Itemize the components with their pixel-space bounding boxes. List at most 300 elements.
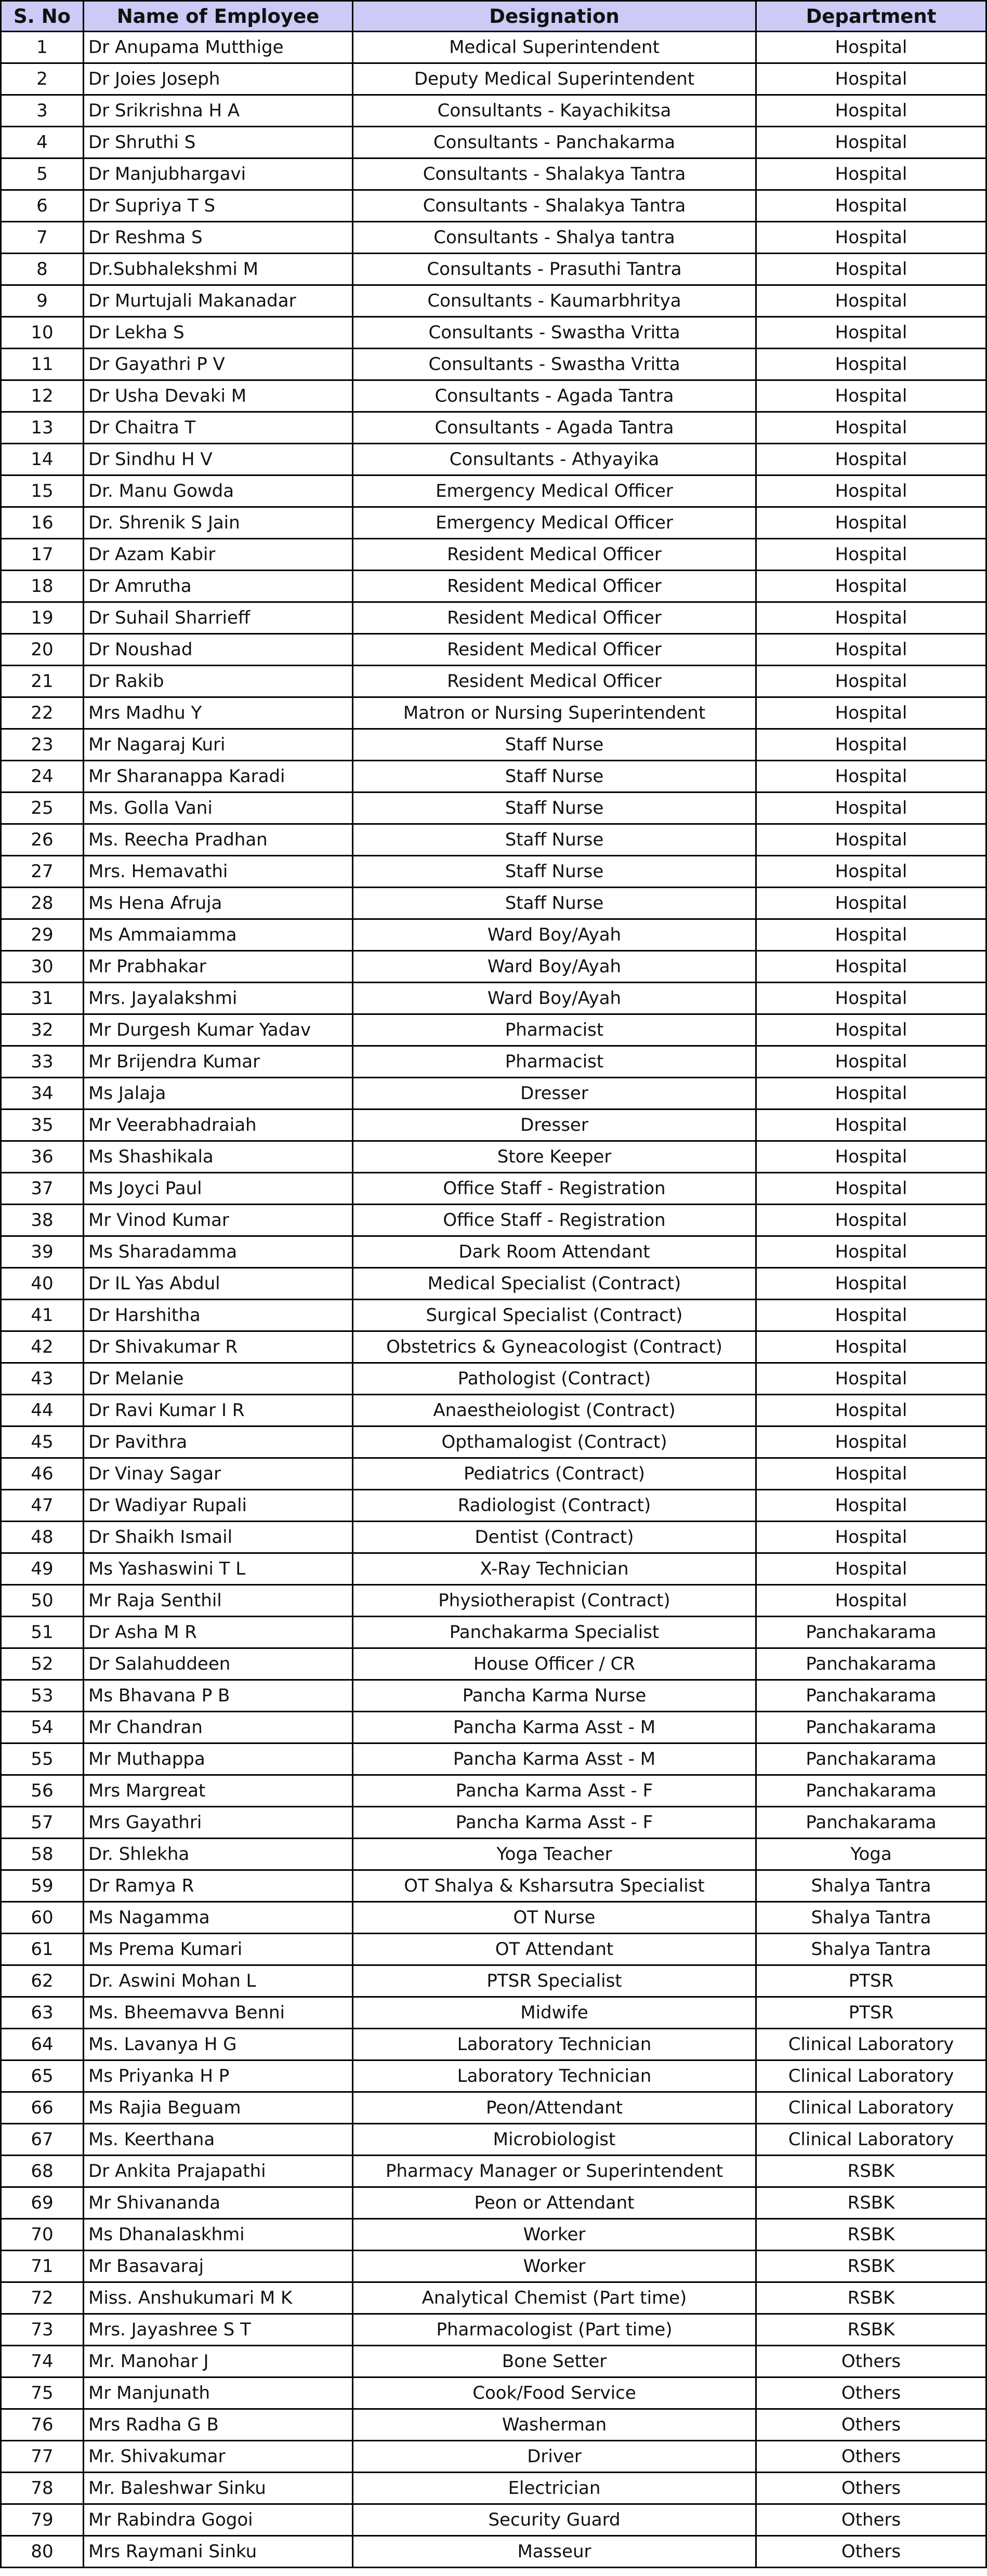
cell-employee-name: Dr Shruthi S bbox=[84, 127, 353, 158]
cell-employee-name: Dr Harshitha bbox=[84, 1300, 353, 1331]
cell-employee-name: Ms Joyci Paul bbox=[84, 1173, 353, 1205]
cell-sno: 40 bbox=[1, 1268, 84, 1300]
cell-sno: 19 bbox=[1, 602, 84, 634]
table-row bbox=[1, 1236, 986, 1268]
cell-sno: 73 bbox=[1, 2314, 84, 2346]
cell-department: RSBK bbox=[756, 2251, 986, 2282]
cell-designation: Dresser bbox=[353, 1078, 756, 1109]
cell-department: Hospital bbox=[756, 1109, 986, 1141]
cell-department: Hospital bbox=[756, 95, 986, 127]
cell-designation: Microbiologist bbox=[353, 2124, 756, 2156]
cell-department: RSBK bbox=[756, 2187, 986, 2219]
cell-sno: 76 bbox=[1, 2409, 84, 2441]
table-row bbox=[1, 2187, 986, 2219]
cell-sno: 79 bbox=[1, 2504, 84, 2536]
cell-employee-name: Mr Nagaraj Kuri bbox=[84, 729, 353, 761]
cell-sno: 15 bbox=[1, 475, 84, 507]
cell-department: Hospital bbox=[756, 919, 986, 951]
cell-sno: 20 bbox=[1, 634, 84, 666]
cell-employee-name: Mr. Manohar J bbox=[84, 2346, 353, 2377]
table-row bbox=[1, 792, 986, 824]
table-row bbox=[1, 1458, 986, 1490]
table-row bbox=[1, 1934, 986, 1965]
cell-department: Hospital bbox=[756, 32, 986, 63]
cell-designation: Ward Boy/Ayah bbox=[353, 983, 756, 1014]
cell-department: Hospital bbox=[756, 412, 986, 444]
cell-department: Hospital bbox=[756, 380, 986, 412]
table-row bbox=[1, 1109, 986, 1141]
cell-designation: Physiotherapist (Contract) bbox=[353, 1585, 756, 1617]
table-row bbox=[1, 983, 986, 1014]
cell-sno: 28 bbox=[1, 888, 84, 919]
cell-department: Shalya Tantra bbox=[756, 1870, 986, 1902]
cell-sno: 3 bbox=[1, 95, 84, 127]
cell-designation: Panchakarma Specialist bbox=[353, 1617, 756, 1648]
cell-designation: Store Keeper bbox=[353, 1141, 756, 1173]
table-row bbox=[1, 32, 986, 63]
cell-designation: Consultants - Athyayika bbox=[353, 444, 756, 475]
cell-employee-name: Ms. Lavanya H G bbox=[84, 2029, 353, 2060]
cell-department: Hospital bbox=[756, 190, 986, 222]
cell-department: Shalya Tantra bbox=[756, 1902, 986, 1934]
cell-employee-name: Dr Noushad bbox=[84, 634, 353, 666]
cell-designation: Consultants - Prasuthi Tantra bbox=[353, 254, 756, 285]
cell-sno: 67 bbox=[1, 2124, 84, 2156]
cell-designation: Consultants - Shalya tantra bbox=[353, 222, 756, 254]
cell-department: Hospital bbox=[756, 349, 986, 380]
table-row bbox=[1, 856, 986, 888]
table-row bbox=[1, 1173, 986, 1205]
cell-designation: Medical Superintendent bbox=[353, 32, 756, 63]
cell-department: Hospital bbox=[756, 571, 986, 602]
table-row bbox=[1, 158, 986, 190]
cell-department: Hospital bbox=[756, 729, 986, 761]
table-row bbox=[1, 95, 986, 127]
table-row bbox=[1, 2346, 986, 2377]
cell-sno: 16 bbox=[1, 507, 84, 539]
cell-designation: PTSR Specialist bbox=[353, 1965, 756, 1997]
header-department: Department bbox=[756, 1, 986, 32]
cell-sno: 55 bbox=[1, 1743, 84, 1775]
cell-department: Hospital bbox=[756, 285, 986, 317]
cell-employee-name: Mr. Shivakumar bbox=[84, 2441, 353, 2473]
cell-employee-name: Ms Ammaiamma bbox=[84, 919, 353, 951]
cell-employee-name: Dr Manjubhargavi bbox=[84, 158, 353, 190]
cell-department: Others bbox=[756, 2536, 986, 2568]
table-row bbox=[1, 1014, 986, 1046]
cell-employee-name: Dr Azam Kabir bbox=[84, 539, 353, 571]
table-row bbox=[1, 539, 986, 571]
table-row bbox=[1, 1426, 986, 1458]
cell-sno: 32 bbox=[1, 1014, 84, 1046]
table-row bbox=[1, 634, 986, 666]
cell-employee-name: Mr Vinod Kumar bbox=[84, 1205, 353, 1236]
cell-sno: 8 bbox=[1, 254, 84, 285]
cell-sno: 11 bbox=[1, 349, 84, 380]
cell-sno: 68 bbox=[1, 2156, 84, 2187]
cell-sno: 21 bbox=[1, 666, 84, 697]
cell-department: Clinical Laboratory bbox=[756, 2060, 986, 2092]
cell-designation: Dark Room Attendant bbox=[353, 1236, 756, 1268]
table-row bbox=[1, 2473, 986, 2504]
table-row bbox=[1, 2219, 986, 2251]
cell-employee-name: Dr Usha Devaki M bbox=[84, 380, 353, 412]
cell-designation: Resident Medical Officer bbox=[353, 602, 756, 634]
cell-employee-name: Ms Rajia Beguam bbox=[84, 2092, 353, 2124]
cell-designation: Staff Nurse bbox=[353, 888, 756, 919]
cell-sno: 75 bbox=[1, 2377, 84, 2409]
table-row bbox=[1, 1046, 986, 1078]
cell-designation: Anaestheiologist (Contract) bbox=[353, 1395, 756, 1426]
cell-sno: 10 bbox=[1, 317, 84, 349]
cell-employee-name: Dr Ankita Prajapathi bbox=[84, 2156, 353, 2187]
cell-sno: 35 bbox=[1, 1109, 84, 1141]
cell-designation: Staff Nurse bbox=[353, 792, 756, 824]
cell-designation: Consultants - Agada Tantra bbox=[353, 412, 756, 444]
cell-designation: Consultants - Swastha Vritta bbox=[353, 349, 756, 380]
cell-department: Hospital bbox=[756, 222, 986, 254]
cell-employee-name: Mr Manjunath bbox=[84, 2377, 353, 2409]
cell-employee-name: Ms. Reecha Pradhan bbox=[84, 824, 353, 856]
cell-employee-name: Ms. Keerthana bbox=[84, 2124, 353, 2156]
cell-designation: Medical Specialist (Contract) bbox=[353, 1268, 756, 1300]
table-row bbox=[1, 824, 986, 856]
cell-sno: 52 bbox=[1, 1648, 84, 1680]
cell-department: Panchakarama bbox=[756, 1807, 986, 1839]
cell-department: Hospital bbox=[756, 792, 986, 824]
cell-sno: 64 bbox=[1, 2029, 84, 2060]
cell-designation: Pharmacist bbox=[353, 1046, 756, 1078]
cell-designation: Dentist (Contract) bbox=[353, 1522, 756, 1553]
cell-employee-name: Mrs. Hemavathi bbox=[84, 856, 353, 888]
table-row bbox=[1, 2377, 986, 2409]
cell-employee-name: Dr. Shlekha bbox=[84, 1839, 353, 1870]
cell-employee-name: Dr Sindhu H V bbox=[84, 444, 353, 475]
cell-sno: 51 bbox=[1, 1617, 84, 1648]
cell-department: Hospital bbox=[756, 1268, 986, 1300]
table-row bbox=[1, 1680, 986, 1712]
cell-department: Hospital bbox=[756, 1046, 986, 1078]
cell-employee-name: Dr Salahuddeen bbox=[84, 1648, 353, 1680]
cell-sno: 44 bbox=[1, 1395, 84, 1426]
cell-sno: 13 bbox=[1, 412, 84, 444]
cell-department: Panchakarama bbox=[756, 1617, 986, 1648]
cell-employee-name: Dr Melanie bbox=[84, 1363, 353, 1395]
cell-designation: Security Guard bbox=[353, 2504, 756, 2536]
cell-department: Hospital bbox=[756, 158, 986, 190]
cell-designation: Consultants - Agada Tantra bbox=[353, 380, 756, 412]
cell-designation: Ward Boy/Ayah bbox=[353, 919, 756, 951]
cell-employee-name: Dr. Shrenik S Jain bbox=[84, 507, 353, 539]
cell-employee-name: Ms Shashikala bbox=[84, 1141, 353, 1173]
cell-department: Hospital bbox=[756, 666, 986, 697]
cell-department: RSBK bbox=[756, 2156, 986, 2187]
cell-sno: 39 bbox=[1, 1236, 84, 1268]
cell-employee-name: Mrs Radha G B bbox=[84, 2409, 353, 2441]
cell-department: RSBK bbox=[756, 2314, 986, 2346]
table-row bbox=[1, 412, 986, 444]
table-row bbox=[1, 1300, 986, 1331]
table-row bbox=[1, 1617, 986, 1648]
cell-designation: Pancha Karma Asst - F bbox=[353, 1807, 756, 1839]
cell-department: RSBK bbox=[756, 2282, 986, 2314]
cell-department: Others bbox=[756, 2504, 986, 2536]
table-row bbox=[1, 761, 986, 792]
cell-sno: 42 bbox=[1, 1331, 84, 1363]
cell-designation: Consultants - Kayachikitsa bbox=[353, 95, 756, 127]
table-header bbox=[1, 1, 986, 32]
header-sno: S. No bbox=[1, 1, 84, 32]
cell-sno: 46 bbox=[1, 1458, 84, 1490]
table-row bbox=[1, 919, 986, 951]
cell-designation: Peon/Attendant bbox=[353, 2092, 756, 2124]
cell-sno: 9 bbox=[1, 285, 84, 317]
cell-department: RSBK bbox=[756, 2219, 986, 2251]
cell-designation: Yoga Teacher bbox=[353, 1839, 756, 1870]
cell-sno: 48 bbox=[1, 1522, 84, 1553]
cell-sno: 60 bbox=[1, 1902, 84, 1934]
table-row bbox=[1, 1712, 986, 1743]
table-row bbox=[1, 2409, 986, 2441]
table-row bbox=[1, 254, 986, 285]
cell-department: Hospital bbox=[756, 317, 986, 349]
cell-sno: 14 bbox=[1, 444, 84, 475]
cell-employee-name: Dr Lekha S bbox=[84, 317, 353, 349]
cell-designation: Worker bbox=[353, 2219, 756, 2251]
cell-department: Hospital bbox=[756, 697, 986, 729]
cell-department: Panchakarama bbox=[756, 1648, 986, 1680]
cell-employee-name: Ms Priyanka H P bbox=[84, 2060, 353, 2092]
cell-employee-name: Dr Rakib bbox=[84, 666, 353, 697]
cell-employee-name: Dr Wadiyar Rupali bbox=[84, 1490, 353, 1522]
table-row bbox=[1, 2251, 986, 2282]
cell-employee-name: Ms Hena Afruja bbox=[84, 888, 353, 919]
cell-department: Hospital bbox=[756, 254, 986, 285]
cell-sno: 43 bbox=[1, 1363, 84, 1395]
table-row bbox=[1, 602, 986, 634]
cell-employee-name: Dr. Manu Gowda bbox=[84, 475, 353, 507]
cell-department: Hospital bbox=[756, 1236, 986, 1268]
cell-department: Hospital bbox=[756, 1173, 986, 1205]
table-row bbox=[1, 1268, 986, 1300]
cell-designation: Staff Nurse bbox=[353, 856, 756, 888]
cell-sno: 53 bbox=[1, 1680, 84, 1712]
cell-sno: 23 bbox=[1, 729, 84, 761]
cell-employee-name: Ms Sharadamma bbox=[84, 1236, 353, 1268]
cell-employee-name: Mrs. Jayashree S T bbox=[84, 2314, 353, 2346]
cell-designation: Deputy Medical Superintendent bbox=[353, 63, 756, 95]
cell-sno: 31 bbox=[1, 983, 84, 1014]
cell-sno: 30 bbox=[1, 951, 84, 983]
cell-employee-name: Ms Jalaja bbox=[84, 1078, 353, 1109]
cell-department: Panchakarama bbox=[756, 1775, 986, 1807]
cell-department: Panchakarama bbox=[756, 1743, 986, 1775]
cell-employee-name: Mr Muthappa bbox=[84, 1743, 353, 1775]
table-row bbox=[1, 2536, 986, 2568]
table-row bbox=[1, 190, 986, 222]
cell-department: PTSR bbox=[756, 1997, 986, 2029]
cell-designation: Pancha Karma Asst - F bbox=[353, 1775, 756, 1807]
table-row bbox=[1, 571, 986, 602]
cell-sno: 77 bbox=[1, 2441, 84, 2473]
cell-department: Panchakarama bbox=[756, 1712, 986, 1743]
table-row bbox=[1, 697, 986, 729]
cell-designation: Ward Boy/Ayah bbox=[353, 951, 756, 983]
cell-department: Hospital bbox=[756, 1331, 986, 1363]
cell-designation: Masseur bbox=[353, 2536, 756, 2568]
cell-employee-name: Mrs Gayathri bbox=[84, 1807, 353, 1839]
cell-department: Hospital bbox=[756, 602, 986, 634]
cell-designation: Bone Setter bbox=[353, 2346, 756, 2377]
cell-sno: 25 bbox=[1, 792, 84, 824]
cell-employee-name: Dr Srikrishna H A bbox=[84, 95, 353, 127]
cell-employee-name: Mr Chandran bbox=[84, 1712, 353, 1743]
table-row bbox=[1, 1395, 986, 1426]
cell-designation: Washerman bbox=[353, 2409, 756, 2441]
table-row bbox=[1, 1870, 986, 1902]
cell-department: Clinical Laboratory bbox=[756, 2124, 986, 2156]
cell-employee-name: Mr Raja Senthil bbox=[84, 1585, 353, 1617]
cell-sno: 72 bbox=[1, 2282, 84, 2314]
cell-sno: 56 bbox=[1, 1775, 84, 1807]
table-row bbox=[1, 1585, 986, 1617]
cell-department: Hospital bbox=[756, 634, 986, 666]
cell-department: Hospital bbox=[756, 507, 986, 539]
table-row bbox=[1, 1205, 986, 1236]
cell-designation: Pharmacologist (Part time) bbox=[353, 2314, 756, 2346]
cell-sno: 36 bbox=[1, 1141, 84, 1173]
cell-employee-name: Mrs. Jayalakshmi bbox=[84, 983, 353, 1014]
cell-employee-name: Dr Ramya R bbox=[84, 1870, 353, 1902]
table-row bbox=[1, 2441, 986, 2473]
cell-department: Hospital bbox=[756, 1205, 986, 1236]
cell-sno: 57 bbox=[1, 1807, 84, 1839]
cell-department: Hospital bbox=[756, 475, 986, 507]
cell-designation: House Officer / CR bbox=[353, 1648, 756, 1680]
cell-employee-name: Ms Dhanalaskhmi bbox=[84, 2219, 353, 2251]
cell-department: Clinical Laboratory bbox=[756, 2092, 986, 2124]
cell-sno: 5 bbox=[1, 158, 84, 190]
table-row bbox=[1, 2156, 986, 2187]
cell-employee-name: Mr Sharanappa Karadi bbox=[84, 761, 353, 792]
cell-department: Hospital bbox=[756, 539, 986, 571]
table-row bbox=[1, 1807, 986, 1839]
cell-department: Clinical Laboratory bbox=[756, 2029, 986, 2060]
cell-designation: Consultants - Shalakya Tantra bbox=[353, 158, 756, 190]
cell-employee-name: Dr Suhail Sharrieff bbox=[84, 602, 353, 634]
cell-employee-name: Mr Basavaraj bbox=[84, 2251, 353, 2282]
cell-employee-name: Mrs Madhu Y bbox=[84, 697, 353, 729]
table-row bbox=[1, 888, 986, 919]
cell-sno: 24 bbox=[1, 761, 84, 792]
cell-department: Shalya Tantra bbox=[756, 1934, 986, 1965]
cell-employee-name: Dr Reshma S bbox=[84, 222, 353, 254]
cell-designation: Obstetrics & Gyneacologist (Contract) bbox=[353, 1331, 756, 1363]
cell-department: Hospital bbox=[756, 444, 986, 475]
cell-sno: 59 bbox=[1, 1870, 84, 1902]
cell-employee-name: Mr Durgesh Kumar Yadav bbox=[84, 1014, 353, 1046]
table-row bbox=[1, 2060, 986, 2092]
table-body bbox=[1, 32, 986, 2568]
cell-department: Hospital bbox=[756, 983, 986, 1014]
cell-department: Hospital bbox=[756, 761, 986, 792]
table-row bbox=[1, 127, 986, 158]
cell-sno: 70 bbox=[1, 2219, 84, 2251]
cell-department: Yoga bbox=[756, 1839, 986, 1870]
cell-department: Others bbox=[756, 2377, 986, 2409]
cell-employee-name: Dr.Subhalekshmi M bbox=[84, 254, 353, 285]
cell-sno: 4 bbox=[1, 127, 84, 158]
header-row bbox=[1, 1, 986, 32]
cell-designation: Resident Medical Officer bbox=[353, 634, 756, 666]
cell-designation: Pharmacy Manager or Superintendent bbox=[353, 2156, 756, 2187]
table-row bbox=[1, 1997, 986, 2029]
table-row bbox=[1, 1141, 986, 1173]
table-row bbox=[1, 2029, 986, 2060]
cell-employee-name: Dr Joies Joseph bbox=[84, 63, 353, 95]
cell-employee-name: Dr Asha M R bbox=[84, 1617, 353, 1648]
cell-sno: 71 bbox=[1, 2251, 84, 2282]
table-row bbox=[1, 317, 986, 349]
table-row bbox=[1, 729, 986, 761]
cell-employee-name: Mr Brijendra Kumar bbox=[84, 1046, 353, 1078]
cell-employee-name: Mr Prabhakar bbox=[84, 951, 353, 983]
table-row bbox=[1, 222, 986, 254]
cell-designation: Worker bbox=[353, 2251, 756, 2282]
table-row bbox=[1, 1490, 986, 1522]
cell-designation: Staff Nurse bbox=[353, 729, 756, 761]
cell-department: Hospital bbox=[756, 824, 986, 856]
cell-designation: Surgical Specialist (Contract) bbox=[353, 1300, 756, 1331]
cell-designation: Cook/Food Service bbox=[353, 2377, 756, 2409]
cell-sno: 18 bbox=[1, 571, 84, 602]
cell-department: Others bbox=[756, 2409, 986, 2441]
cell-employee-name: Miss. Anshukumari M K bbox=[84, 2282, 353, 2314]
cell-designation: Dresser bbox=[353, 1109, 756, 1141]
cell-designation: Emergency Medical Officer bbox=[353, 507, 756, 539]
cell-sno: 62 bbox=[1, 1965, 84, 1997]
table-row bbox=[1, 951, 986, 983]
cell-department: Hospital bbox=[756, 1426, 986, 1458]
cell-employee-name: Dr Supriya T S bbox=[84, 190, 353, 222]
cell-department: Hospital bbox=[756, 1395, 986, 1426]
cell-employee-name: Dr Vinay Sagar bbox=[84, 1458, 353, 1490]
cell-sno: 54 bbox=[1, 1712, 84, 1743]
cell-department: Hospital bbox=[756, 63, 986, 95]
cell-designation: Peon or Attendant bbox=[353, 2187, 756, 2219]
cell-sno: 26 bbox=[1, 824, 84, 856]
table-row bbox=[1, 2282, 986, 2314]
cell-sno: 17 bbox=[1, 539, 84, 571]
cell-designation: Laboratory Technician bbox=[353, 2060, 756, 2092]
cell-sno: 49 bbox=[1, 1553, 84, 1585]
cell-employee-name: Dr Shivakumar R bbox=[84, 1331, 353, 1363]
cell-designation: Matron or Nursing Superintendent bbox=[353, 697, 756, 729]
cell-department: Hospital bbox=[756, 1522, 986, 1553]
table-row bbox=[1, 2504, 986, 2536]
cell-employee-name: Dr Anupama Mutthige bbox=[84, 32, 353, 63]
table-row bbox=[1, 1522, 986, 1553]
cell-sno: 37 bbox=[1, 1173, 84, 1205]
table-row bbox=[1, 285, 986, 317]
cell-designation: Pancha Karma Asst - M bbox=[353, 1743, 756, 1775]
table-row bbox=[1, 380, 986, 412]
table-row bbox=[1, 1331, 986, 1363]
cell-department: Hospital bbox=[756, 888, 986, 919]
cell-designation: Pharmacist bbox=[353, 1014, 756, 1046]
table-row bbox=[1, 63, 986, 95]
cell-designation: OT Attendant bbox=[353, 1934, 756, 1965]
